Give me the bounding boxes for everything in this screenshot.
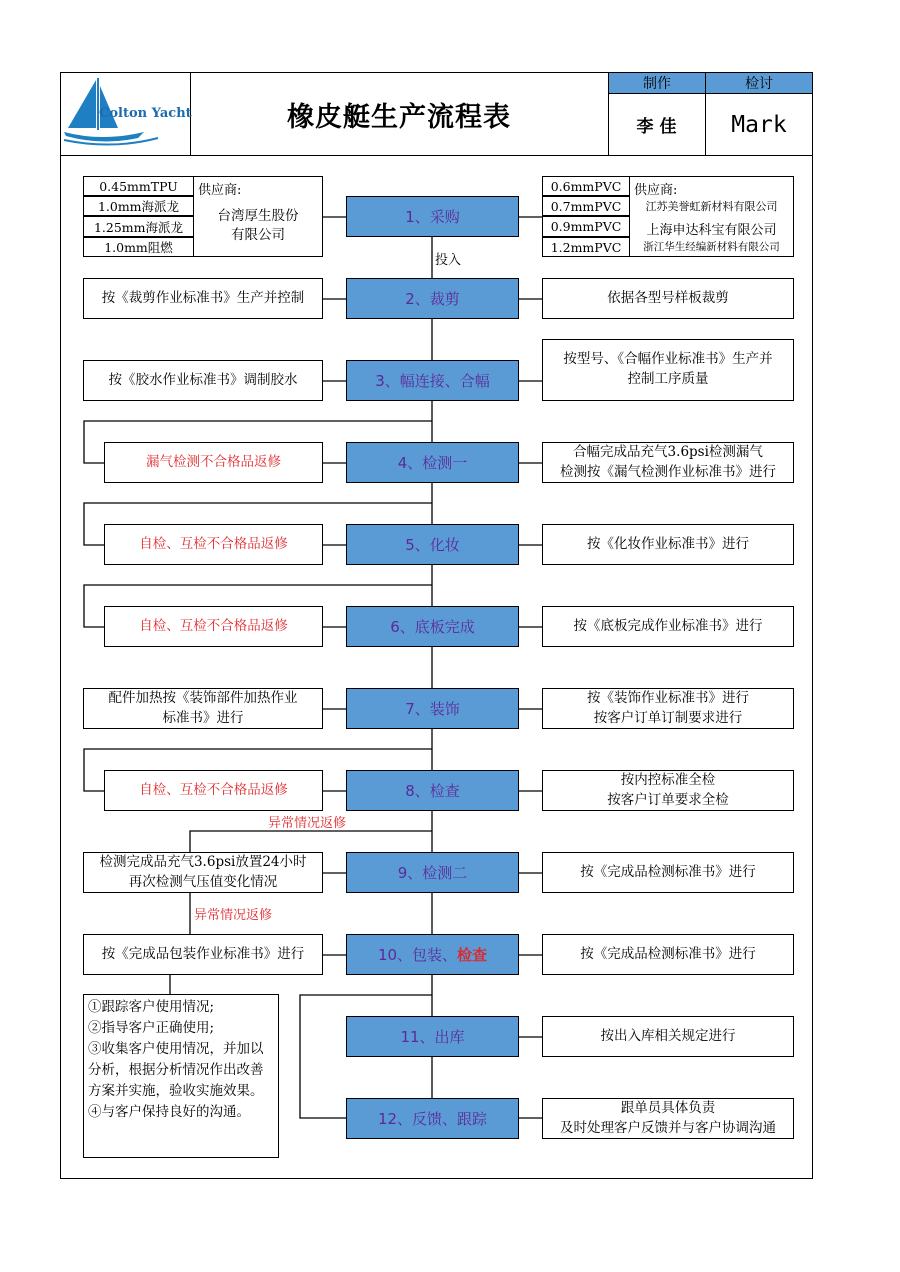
material-right-3: 0.9mmPVC	[542, 216, 630, 237]
step-9-right-note: 按《完成品检测标准书》进行	[542, 852, 794, 893]
step-9: 9、检测二	[346, 852, 519, 893]
made-by-label: 制作	[608, 72, 706, 94]
feedback-notes: ①跟踪客户使用情况; ②指导客户正确使用; ③收集客户使用情况，并加以分析，根据分析情况作出改善方案并实施，验收实施效果。 ④与客户保持良好的沟通。	[83, 994, 279, 1158]
step-5: 5、化妆	[346, 524, 519, 565]
step-10-left-note: 按《完成品包装作业标准书》进行	[83, 934, 323, 975]
input-label: 投入	[435, 253, 462, 268]
step-12: 12、反馈、跟踪	[346, 1098, 519, 1139]
step-10-label: 10、包装、	[377, 946, 458, 964]
material-left-2: 1.0mm海派龙	[83, 196, 194, 216]
step-12-right-note: 跟单员具体负责 及时处理客户反馈并与客户协调沟通	[542, 1098, 794, 1139]
step-3-right-note: 按型号、《合幅作业标准书》生产并 控制工序质量	[542, 339, 794, 401]
step-4-right-note: 合幅完成品充气3.6psi检测漏气 检测按《漏气检测作业标准书》进行	[542, 442, 794, 483]
step-3-left-note: 按《胶水作业标准书》调制胶水	[83, 360, 323, 401]
material-right-4: 1.2mmPVC	[542, 237, 630, 257]
step-2-right-note: 依据各型号样板裁剪	[542, 278, 794, 319]
supplier-right	[629, 176, 794, 257]
material-right-1: 0.6mmPVC	[542, 176, 630, 196]
company-logo	[62, 76, 192, 152]
step-10	[346, 934, 519, 975]
supplier-right-label: 供应商:	[634, 183, 678, 198]
step-4: 4、检测一	[346, 442, 519, 483]
rework-label-2: 异常情况返修	[194, 908, 273, 923]
step-11: 11、出库	[346, 1016, 519, 1057]
page-title: 橡皮艇生产流程表	[287, 101, 511, 133]
step-1: 1、采购	[346, 196, 519, 237]
step-8: 8、检查	[346, 770, 519, 811]
step-6: 6、底板完成	[346, 606, 519, 647]
made-by-signature: 李 佳	[636, 117, 677, 137]
step-4-rework-note: 漏气检测不合格品返修	[104, 442, 323, 483]
supplier-left-label: 供应商:	[198, 183, 242, 198]
supplier-right-name-3: 浙江华生经编新材料有限公司	[643, 241, 780, 253]
step-5-right-note: 按《化妆作业标准书》进行	[542, 524, 794, 565]
material-left-1: 0.45mmTPU	[83, 176, 194, 196]
step-2: 2、裁剪	[346, 278, 519, 319]
step-2-left-note: 按《裁剪作业标准书》生产并控制	[83, 278, 323, 319]
logo-text: Colton Yacht	[99, 106, 192, 121]
checked-by-label: 检讨	[705, 72, 813, 94]
step-6-rework-note: 自检、互检不合格品返修	[104, 606, 323, 647]
step-9-left-note: 检测完成品充气3.6psi放置24小时 再次检测气压值变化情况	[83, 852, 323, 893]
material-left-3: 1.25mm海派龙	[83, 216, 194, 237]
step-7-left-note: 配件加热按《装饰部件加热作业 标准书》进行	[83, 688, 323, 729]
step-10-highlight: 检查	[457, 946, 488, 964]
step-7: 7、装饰	[346, 688, 519, 729]
step-3: 3、幅连接、合幅	[346, 360, 519, 401]
material-left-4: 1.0mm阻燃	[83, 237, 194, 257]
step-7-right-note: 按《装饰作业标准书》进行 按客户订单订制要求进行	[542, 688, 794, 729]
supplier-left	[193, 176, 323, 257]
step-11-right-note: 按出入库相关规定进行	[542, 1016, 794, 1057]
rework-label-1: 异常情况返修	[268, 816, 347, 831]
material-right-2: 0.7mmPVC	[542, 196, 630, 216]
step-5-rework-note: 自检、互检不合格品返修	[104, 524, 323, 565]
supplier-left-name: 台湾厚生股份 有限公司	[217, 208, 299, 243]
step-8-right-note: 按内控标准全检 按客户订单要求全检	[542, 770, 794, 811]
checked-by-signature: Mark	[731, 111, 787, 138]
step-8-rework-note: 自检、互检不合格品返修	[104, 770, 323, 811]
step-6-right-note: 按《底板完成作业标准书》进行	[542, 606, 794, 647]
step-10-right-note: 按《完成品检测标准书》进行	[542, 934, 794, 975]
supplier-right-name-2: 上海申达科宝有限公司	[646, 223, 777, 238]
supplier-right-name-1: 江苏美誉虹新材料有限公司	[645, 200, 778, 213]
